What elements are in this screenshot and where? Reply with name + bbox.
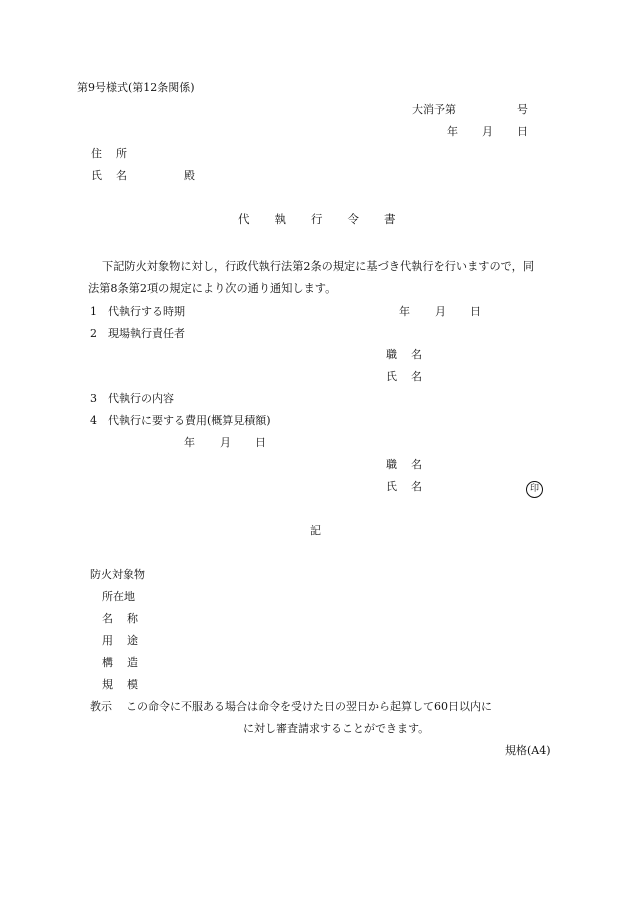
object-field-name: 名称 — [102, 612, 152, 625]
item-2-label: 現場執行責任者 — [108, 327, 185, 340]
object-field-location: 所在地 — [102, 590, 135, 603]
enforcement-date-day: 日 — [470, 305, 481, 318]
officer-name-label: 氏名 — [386, 370, 436, 383]
enforcement-date-month: 月 — [435, 305, 446, 318]
document-title: 代執行令書 — [238, 212, 421, 226]
notice-label: 教示 — [90, 700, 112, 713]
issue-date-month: 月 — [482, 125, 493, 138]
name-label: 氏名 — [91, 169, 141, 182]
address-label: 住所 — [91, 147, 141, 160]
item-3-label: 代執行の内容 — [108, 392, 174, 405]
issue-date-day: 日 — [517, 125, 528, 138]
signer-name-label: 氏名 — [386, 480, 436, 493]
item-1-label: 代執行する時期 — [108, 305, 185, 318]
form-number: 第9号様式(第12条関係) — [77, 81, 195, 94]
item-4-number: 4 — [90, 414, 97, 427]
item-2-number: 2 — [90, 327, 97, 340]
honorific: 殿 — [184, 169, 195, 182]
signer-title-label: 職名 — [386, 458, 436, 471]
seal-icon: 印 — [526, 481, 543, 498]
body-line-2: 法第8条第2項の規定により次の通り通知します。 — [88, 282, 337, 295]
notice-line-2: に対し審査請求することができます。 — [243, 722, 430, 735]
enforcement-date-year: 年 — [399, 305, 410, 318]
doc-number-suffix: 号 — [517, 103, 528, 116]
paper-size: 規格(A4) — [505, 744, 551, 757]
doc-number-prefix: 大消予第 — [412, 103, 456, 116]
sign-date-day: 日 — [255, 436, 266, 449]
sign-date-month: 月 — [220, 436, 231, 449]
object-field-use: 用途 — [102, 634, 152, 647]
body-line-1: 下記防火対象物に対し，行政代執行法第2条の規定に基づき代執行を行いますので，同 — [102, 260, 535, 273]
item-4-label: 代執行に要する費用(概算見積額) — [108, 414, 271, 427]
issue-date-year: 年 — [447, 125, 458, 138]
sign-date-year: 年 — [184, 436, 195, 449]
object-field-scale: 規模 — [102, 678, 152, 691]
item-1-number: 1 — [90, 305, 97, 318]
officer-title-label: 職名 — [386, 348, 436, 361]
object-heading: 防火対象物 — [90, 568, 145, 581]
ki-heading: 記 — [310, 524, 321, 537]
object-field-structure: 構造 — [102, 656, 152, 669]
notice-line-1: この命令に不服ある場合は命令を受けた日の翌日から起算して60日以内に — [126, 700, 492, 713]
item-3-number: 3 — [90, 392, 97, 405]
